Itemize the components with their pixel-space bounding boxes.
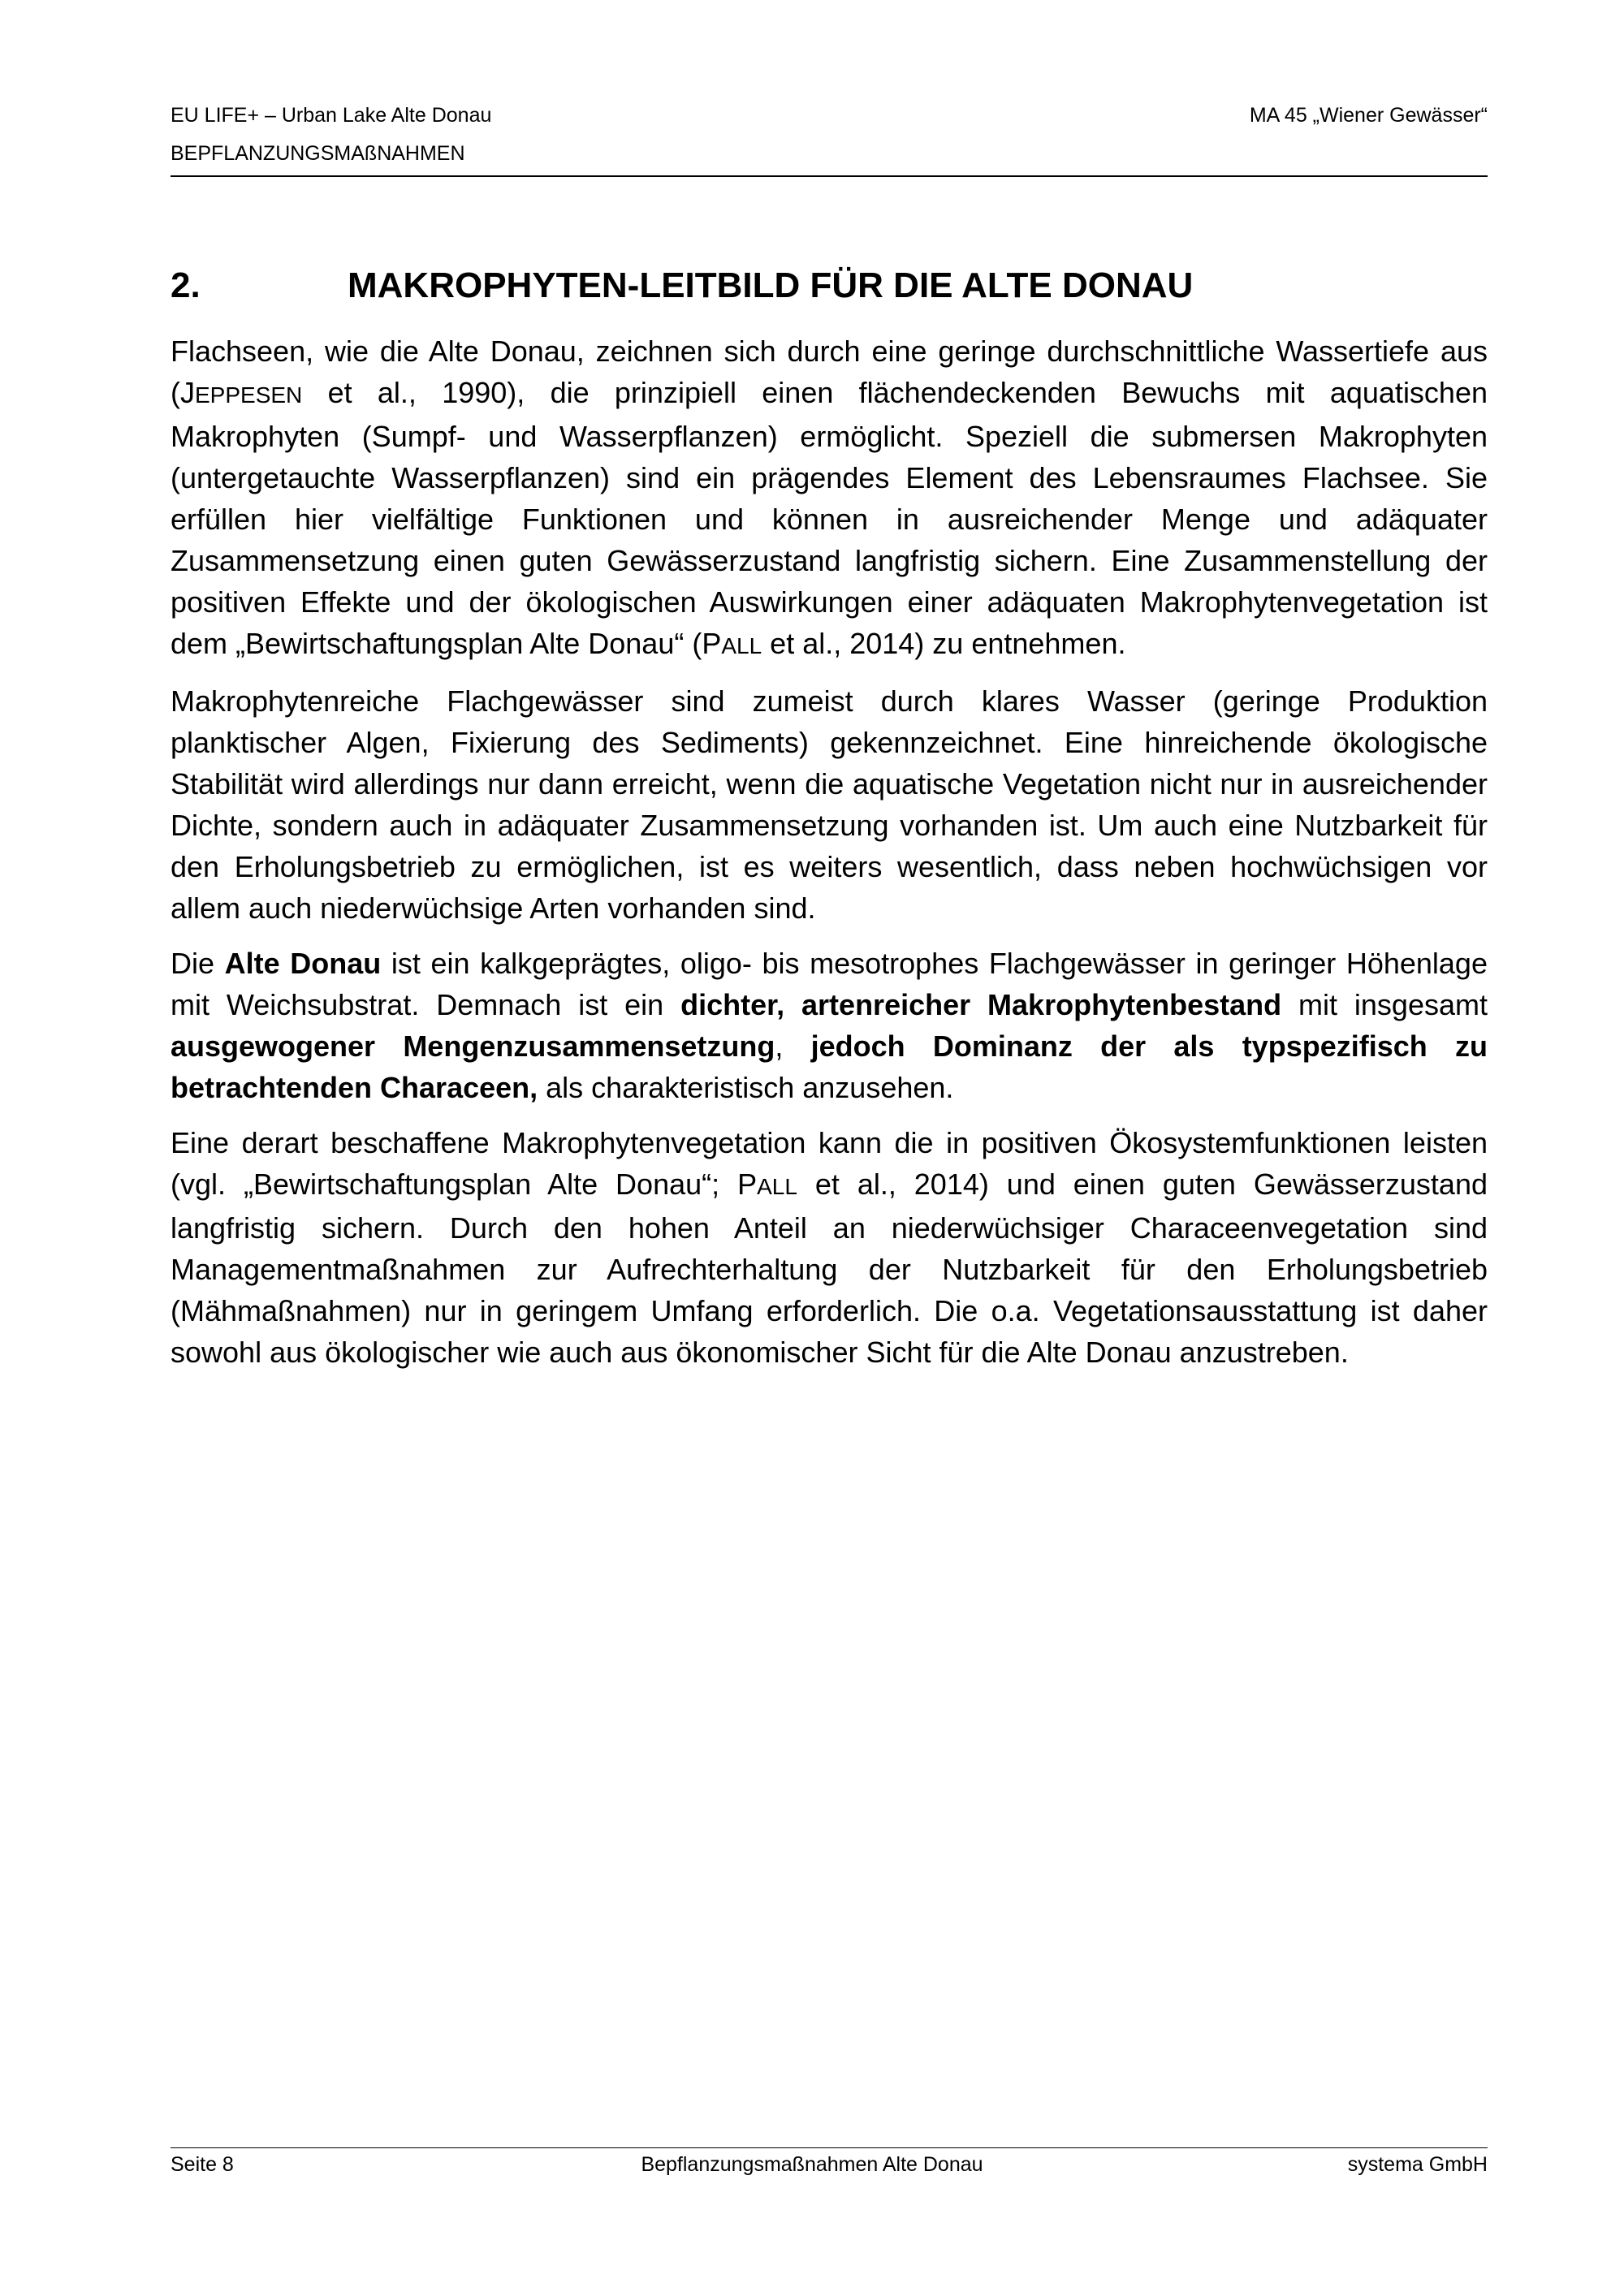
- bold-run: jedoch Dominanz der als typspezifisch zu betrachtenden Characeen,: [171, 1029, 1488, 1104]
- section-number: 2.: [171, 265, 201, 305]
- section-title: MAKROPHYTEN-LEITBILD FÜR DIE ALTE DONAU: [348, 265, 1194, 305]
- footer-divider: [171, 2147, 1488, 2148]
- text-run: mit insgesamt: [1281, 988, 1488, 1021]
- author-smallcaps: ALL: [721, 633, 762, 658]
- bold-run: dichter, artenreicher Makrophytenbestand: [680, 988, 1282, 1021]
- paragraph-4: [171, 1122, 1488, 1373]
- header-project: EU LIFE+ – Urban Lake Alte Donau: [171, 104, 492, 127]
- document-body: [171, 330, 1488, 1387]
- text-run: ist ein kalkgeprägtes, oligo- bis mesotrophes Flachgewässer in geringer Höhenlage mit Weichsubstrat. Demnach ist ein: [171, 947, 1488, 1021]
- paragraph-1: [171, 330, 1488, 667]
- header-subtitle: BEPFLANZUNGSMAßNAHMEN: [171, 142, 465, 165]
- text-run: et al., 2014) und einen guten Gewässerzustand langfristig sichern. Durch den hohen Anteil an niederwüchsiger Characeenvegetation sind Managementmaßnahmen zur Aufrechterhaltung der Nutzbarkeit für den Erholungsbetrieb (Mähmaßnahmen) nur in geringem Umfang erforderlich. Die o.a. Vegetationsausstattung ist daher sowohl aus ökologischer wie auch aus ökonomischer Sicht für die Alte Donau anzustreben.: [171, 1167, 1488, 1369]
- footer-page-number: Seite 8: [171, 2153, 234, 2176]
- paragraph-3: [171, 943, 1488, 1108]
- text-run: ,: [775, 1029, 811, 1063]
- text-run: et al., 1990), die prinzipiell einen flächendeckenden Bewuchs mit aquatischen Makrophyten (Sumpf- und Wasserpflanzen) ermöglicht. Speziell die submersen Makrophyten (untergetauchte Wasserpflanzen) sind ein prägendes Element des Lebensraumes Flachsee. Sie erfüllen hier vielfältige Funktionen und können in ausreichender Menge und adäquater Zusammensetzung einen guten Gewässerzustand langfristig sichern. Eine Zusammenstellung der positiven Effekte und der ökologischen Auswirkungen einer adäquaten Makrophytenvegetation ist dem „Bewirtschaftungsplan Alte Donau“ (P: [171, 376, 1488, 660]
- text-run: Die: [171, 947, 225, 980]
- text-run: Eine derart beschaffene Makrophytenvegetation kann die in positiven Ökosystemfunktionen leisten (vgl. „Bewirtschaftungsplan Alte Donau“; P: [171, 1126, 1488, 1201]
- header-divider: [171, 175, 1488, 177]
- text-run: Flachseen, wie die Alte Donau, zeichnen sich durch eine geringe durchschnittliche Wassertiefe aus (J: [171, 334, 1488, 409]
- paragraph-2: Makrophytenreiche Flachgewässer sind zumeist durch klares Wasser (geringe Produktion planktischer Algen, Fixierung des Sediments) gekennzeichnet. Eine hinreichende ökologische Stabilität wird allerdings nur dann erreicht, wenn die aquatische Vegetation nicht nur in ausreichender Dichte, sondern auch in adäquater Zusammensetzung vorhanden ist. Um auch eine Nutzbarkeit für den Erholungsbetrieb zu ermöglichen, ist es weiters wesentlich, dass neben hochwüchsigen vor allem auch niederwüchsige Arten vorhanden sind.: [171, 684, 1488, 925]
- text-run: et al., 2014) zu entnehmen.: [762, 627, 1126, 660]
- section-heading: [171, 261, 1193, 310]
- author-smallcaps: EPPESEN: [195, 382, 303, 408]
- bold-run: ausgewogener Mengenzusammensetzung: [171, 1029, 775, 1063]
- author-smallcaps: ALL: [757, 1174, 797, 1199]
- text-run: als charakteristisch anzusehen.: [538, 1071, 954, 1104]
- bold-run: Alte Donau: [224, 947, 382, 980]
- footer-company: systema GmbH: [1347, 2153, 1488, 2176]
- footer-document-title: Bepflanzungsmaßnahmen Alte Donau: [641, 2153, 983, 2176]
- header-organization: MA 45 „Wiener Gewässer“: [1249, 104, 1488, 127]
